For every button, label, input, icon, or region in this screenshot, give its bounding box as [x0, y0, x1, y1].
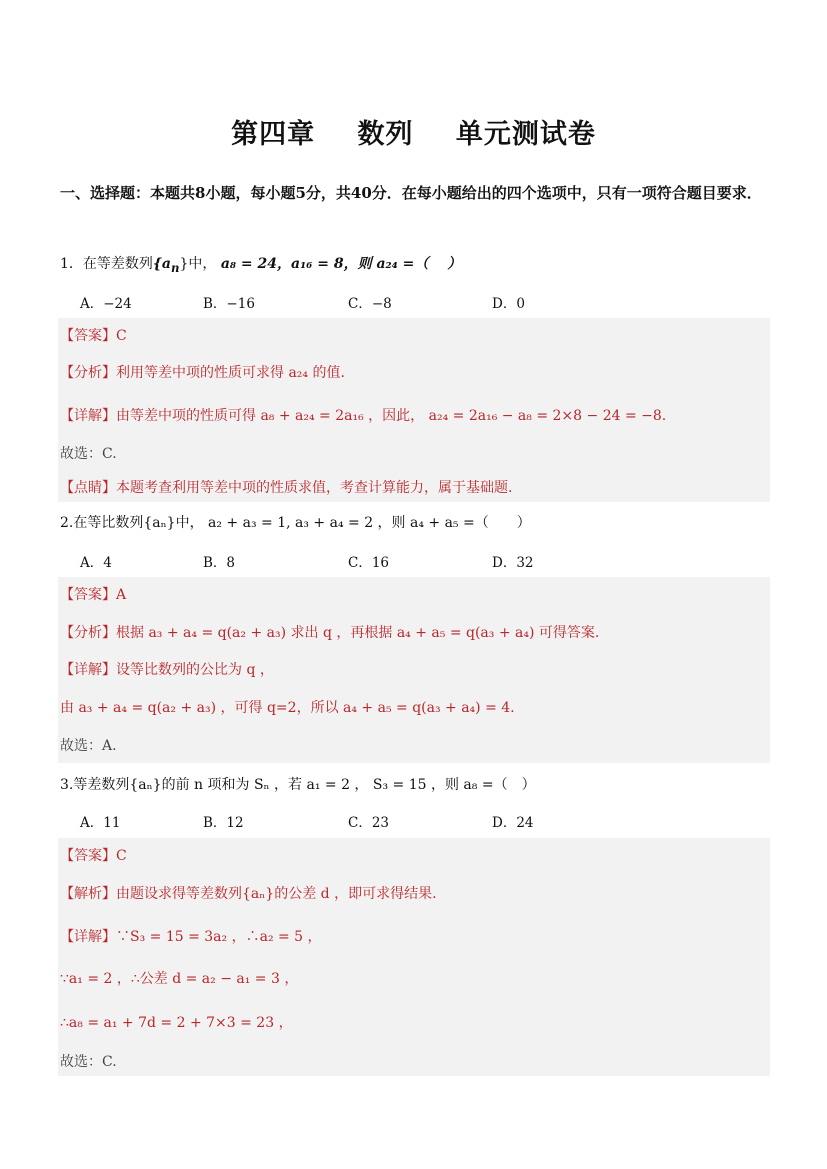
q2-option-a: A．4 [80, 555, 112, 571]
q2-option-b: B．8 [203, 555, 236, 571]
q1-analysis: 【分析】利用等差中项的性质可求得 a₂₄ 的值. [60, 365, 345, 381]
q3-stem: 3.等差数列{aₙ}的前 n 项和为 Sₙ ，若 a₁ = 2 ， S₃ = 15 ，则 a₈ =（ ） [60, 777, 536, 793]
q1-option-d: D．0 [492, 296, 525, 312]
title-test: 单元测试卷 [455, 119, 596, 150]
q2-detail-2: 由 a₃ + a₄ = q(a₂ + a₃) ，可得 q=2，所以 a₄ + a₅ = q(a₃ + a₄) = 4. [60, 700, 515, 716]
q1-option-b: B．−16 [203, 296, 255, 312]
q1-comment: 【点睛】本题考查利用等差中项的性质求值，考查计算能力，属于基础题. [60, 480, 513, 496]
q1-option-a: A．−24 [80, 296, 132, 312]
q2-detail-1: 【详解】设等比数列的公比为 q ， [60, 662, 274, 678]
q3-option-d: D．24 [492, 815, 534, 831]
q3-choose: 故选：C. [60, 1054, 117, 1070]
q1-sequence: {$a_n$ [152, 256, 180, 275]
q3-option-b: B．12 [203, 815, 244, 831]
q1-math: a₈ = 24，a₁₆ = 8，则 a₂₄ =（ ） [220, 256, 462, 272]
q2-option-d: D．32 [492, 555, 534, 571]
q2-analysis: 【分析】根据 a₃ + a₄ = q(a₂ + a₃) 求出 q ，再根据 a₄ + a₅ = q(a₃ + a₄) 可得答案. [60, 625, 600, 641]
q3-detail-2: ∵a₁ = 2 ，∴公差 d = a₂ − a₁ = 3 ， [60, 971, 299, 987]
title-chapter: 第四章 [231, 119, 316, 150]
q2-answer: 【答案】A [60, 587, 127, 603]
title-topic: 数列 [357, 119, 414, 150]
q3-analysis: 【解析】由题设求得等差数列{aₙ}的公差 d ，即可求得结果. [60, 886, 437, 902]
q3-answer: 【答案】C [60, 848, 127, 864]
q3-option-c: C．23 [348, 815, 390, 831]
q2-stem: 2.在等比数列{aₙ}中， a₂ + a₃ = 1, a₃ + a₄ = 2 ，则 a₄ + a₅ =（ ） [60, 515, 531, 531]
q3-option-a: A．11 [80, 815, 121, 831]
q1-choose: 故选：C. [60, 446, 117, 462]
page-title [0, 112, 827, 151]
q1-option-c: C．−8 [348, 296, 392, 312]
q3-detail-1: 【详解】∵S₃ = 15 = 3a₂ ，∴a₂ = 5 ， [60, 929, 322, 945]
q1-answer: 【答案】C [60, 328, 127, 344]
q3-solution-panel [58, 838, 770, 1076]
q1-stem: 1．在等差数列$\{a_n\}$中， a₈ = 24，a₁₆ = 8，则 a₂₄ =（ ） [60, 256, 462, 275]
q1-detail: 【详解】由等差中项的性质可得 a₈ + a₂₄ = 2a₁₆ ，因此， a₂₄ = 2a₁₆ − a₈ = 2×8 − 24 = −8. [60, 408, 667, 424]
q3-detail-3: ∴a₈ = a₁ + 7d = 2 + 7×3 = 23 ， [60, 1015, 293, 1031]
q2-option-c: C．16 [348, 555, 390, 571]
q2-choose: 故选：A. [60, 738, 117, 754]
section-heading: 一、选择题：本题共8小题，每小题5分，共40分．在每小题给出的四个选项中，只有一项符合题目要求． [60, 184, 762, 202]
